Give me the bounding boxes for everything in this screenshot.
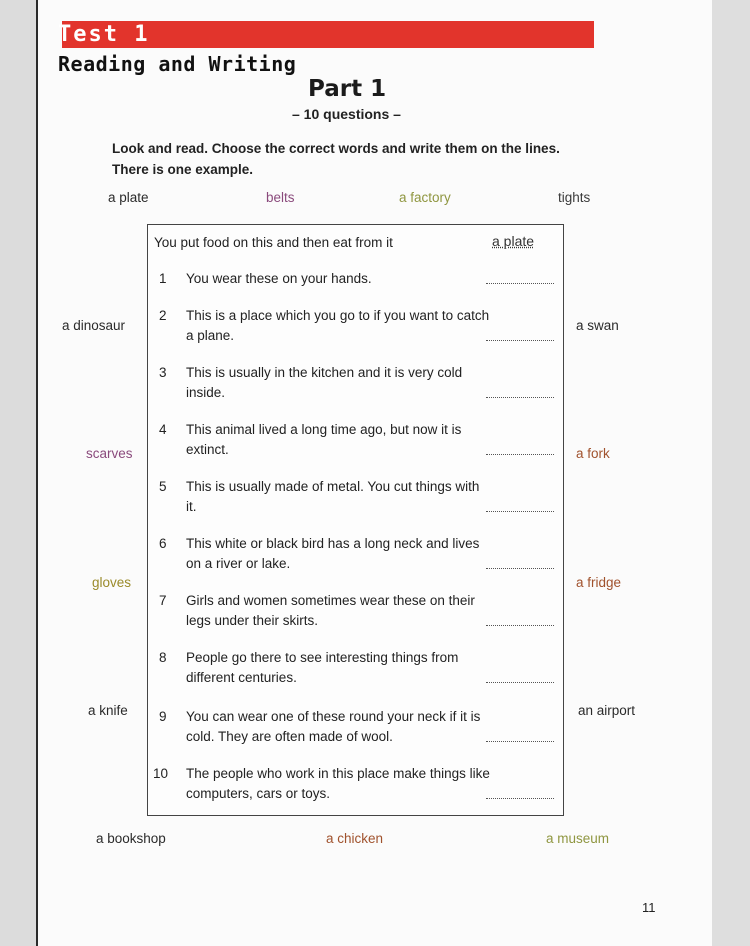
- question-number: 1: [159, 271, 167, 286]
- question-number: 9: [159, 709, 167, 724]
- instructions: Look and read. Choose the correct words and write them on the lines. There is one example.: [112, 141, 560, 177]
- word-belts: belts: [266, 190, 295, 205]
- question-text: This is usually made of metal. You cut things with it.: [186, 479, 480, 514]
- answer-line[interactable]: [486, 340, 554, 341]
- word-an-airport: an airport: [578, 703, 636, 718]
- answer-line[interactable]: [486, 568, 554, 569]
- question-number: 10: [153, 766, 169, 781]
- questions-box: [147, 224, 564, 816]
- word-a-swan: a swan: [576, 318, 619, 333]
- question-text: You can wear one of these round your neck if it is cold. They are often made of wool.: [186, 709, 481, 744]
- question-number: 7: [159, 593, 167, 608]
- question-number: 3: [159, 365, 167, 380]
- question-text: This animal lived a long time ago, but now it is extinct.: [186, 422, 462, 457]
- answer-line[interactable]: [486, 682, 554, 683]
- right-gutter: [712, 0, 750, 946]
- word-a-dinosaur: a dinosaur: [62, 318, 126, 333]
- part-subtitle: – 10 questions –: [292, 106, 401, 122]
- answer-line[interactable]: [486, 283, 554, 284]
- answer-line[interactable]: [486, 741, 554, 742]
- answer-line[interactable]: [486, 798, 554, 799]
- left-gutter: [0, 0, 38, 946]
- question-text: You wear these on your hands.: [186, 271, 372, 286]
- example-answer: a plate: [492, 233, 535, 249]
- word-a-fork: a fork: [576, 446, 610, 461]
- page-number: 11: [642, 900, 656, 915]
- question-number: 5: [159, 479, 167, 494]
- part-title: Part 1: [308, 76, 387, 102]
- question-text: The people who work in this place make things like computers, cars or toys.: [186, 766, 490, 801]
- word-scarves: scarves: [86, 446, 133, 461]
- answer-line[interactable]: [486, 397, 554, 398]
- example-question: You put food on this and then eat from it: [154, 235, 393, 250]
- section-title: Reading and Writing: [58, 52, 297, 76]
- test-title: Test 1: [58, 22, 150, 47]
- word-a-fridge: a fridge: [576, 575, 622, 590]
- word-a-museum: a museum: [546, 831, 610, 846]
- question-number: 2: [159, 308, 167, 323]
- question-number: 4: [159, 422, 167, 437]
- question-number: 6: [159, 536, 167, 551]
- question-text: People go there to see interesting things from different centuries.: [186, 650, 459, 685]
- word-a-plate: a plate: [108, 190, 149, 205]
- answer-line[interactable]: [486, 511, 554, 512]
- question-text: This white or black bird has a long neck and lives on a river or lake.: [186, 536, 480, 571]
- answer-line[interactable]: [486, 454, 554, 455]
- word-a-chicken: a chicken: [326, 831, 384, 846]
- question-number: 8: [159, 650, 167, 665]
- answer-line[interactable]: [486, 625, 554, 626]
- word-tights: tights: [558, 190, 591, 205]
- word-a-bookshop: a bookshop: [96, 831, 166, 846]
- word-a-knife: a knife: [88, 703, 128, 718]
- worksheet-page: [38, 0, 712, 946]
- question-text: This is a place which you go to if you want to catch a plane.: [186, 308, 490, 343]
- word-a-factory: a factory: [399, 190, 451, 205]
- word-gloves: gloves: [92, 575, 132, 590]
- question-text: This is usually in the kitchen and it is very cold inside.: [186, 365, 463, 400]
- question-text: Girls and women sometimes wear these on their legs under their skirts.: [186, 593, 475, 628]
